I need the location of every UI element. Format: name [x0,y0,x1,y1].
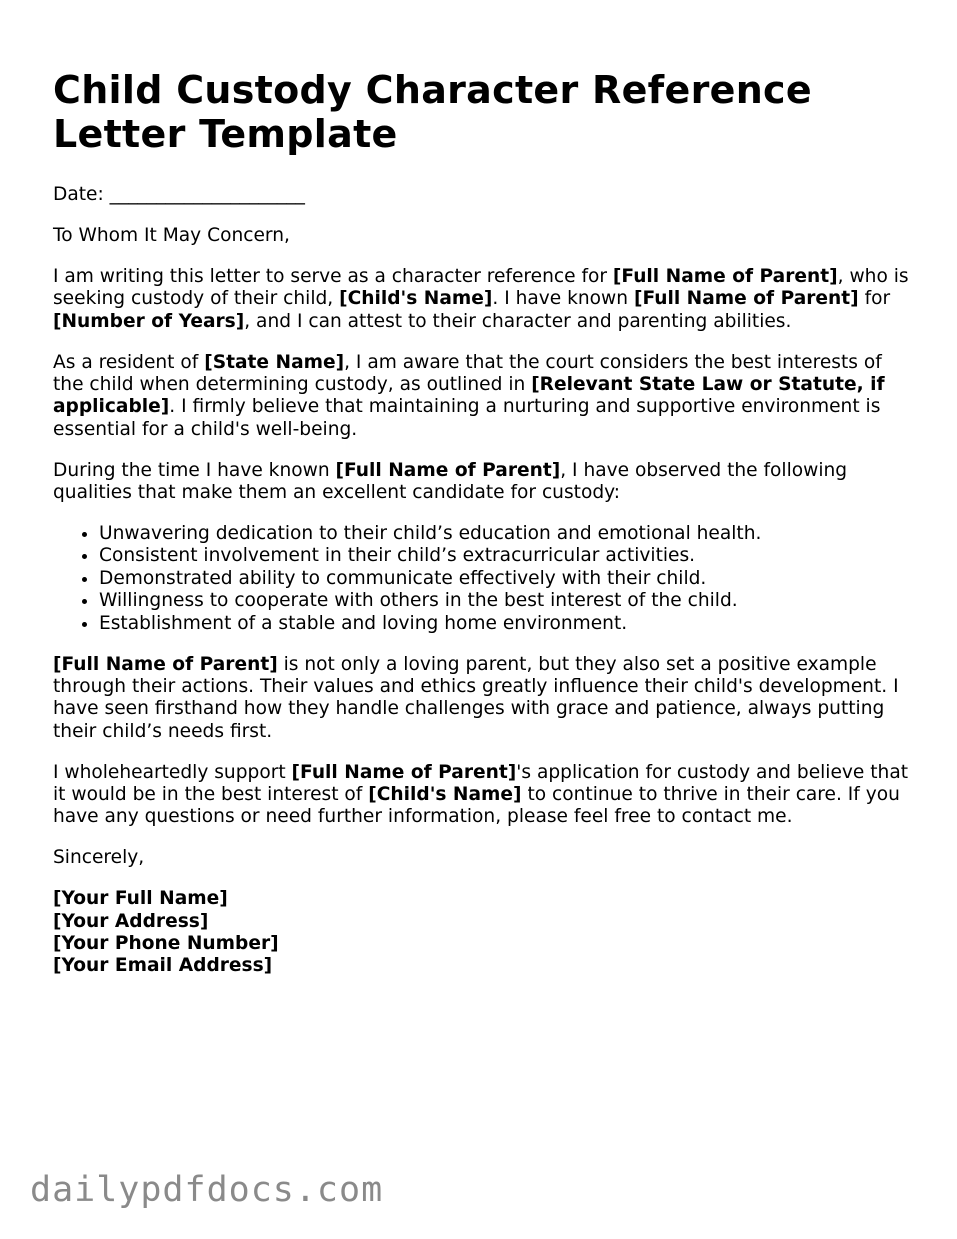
closing: Sincerely, [53,847,145,869]
placeholder-child-name: [Child's Name] [368,784,522,806]
text: , and I can attest to their character and parenting abilities. [244,310,792,332]
placeholder-child-name: [Child's Name] [339,288,493,310]
date-line [53,184,913,206]
salutation: To Whom It May Concern, [53,224,290,246]
placeholder-parent-name: [Full Name of Parent] [53,653,278,675]
placeholder-parent-name: [Full Name of Parent] [291,761,517,783]
placeholder-state-law: [Relevant State Law or Statute, if applicable] [53,373,885,418]
date-blank: _____________________ [109,184,305,205]
text: I am writing this letter to serve as a character reference for [53,265,613,287]
text: is not only a loving parent, but they also set a positive example through their actions. Their values and ethics greatly influence their child's development. I have seen firsthand how they handle challenges with grace and patience, always putting their child’s needs first. [53,653,899,742]
signature-block [53,888,913,978]
placeholder-parent-name: [Full Name of Parent] [633,288,859,310]
text: , who is seeking custody of their child, [53,265,909,310]
list-item: • Willingness to cooperate with others in the best interest of the child. [99,590,913,612]
watermark: dailypdfdocs.com [30,1170,384,1210]
paragraph-state [53,352,913,442]
list-item: • Consistent involvement in their child’s extracurricular activities. [99,545,913,567]
list-item: • Unwavering dedication to their child’s education and emotional health. [99,523,913,545]
list-item: • Establishment of a stable and loving home environment. [99,613,913,635]
text: to continue to thrive in their care. If you have any questions or need further information, please feel free to contact me. [53,784,900,828]
signature-email: [Your Email Address] [53,955,273,977]
paragraph-qualities-intro [53,460,913,505]
signature-phone: [Your Phone Number] [53,933,279,955]
signature-address: [Your Address] [53,910,209,932]
text: , I have observed the following qualities that make them an excellent candidate for custody: [53,459,848,504]
text: I wholeheartedly support [53,761,292,783]
placeholder-parent-name: [Full Name of Parent] [612,265,838,287]
paragraph-intro [53,266,913,333]
placeholder-number-of-years: [Number of Years] [53,310,245,332]
paragraph-support [53,762,913,829]
paragraph-example [53,654,913,744]
text: . I have known [492,288,634,310]
placeholder-state-name: [State Name] [204,351,345,373]
text: As a resident of [53,351,205,373]
qualities-list [53,523,913,635]
list-item: • Demonstrated ability to communicate effectively with their child. [99,568,913,590]
date-label: Date: [53,184,104,205]
text: 's application for custody and believe that it would be in the best interest of [53,761,909,806]
text: for [858,288,891,310]
text: , I am aware that the court considers the best interests of the child when determining custody, as outlined in [53,351,882,395]
letter-page [53,68,913,978]
text: During the time I have known [53,459,336,481]
signature-name: [Your Full Name] [53,888,228,910]
placeholder-parent-name: [Full Name of Parent] [335,459,561,481]
text: . I firmly believe that maintaining a nurturing and supportive environment is essential for a child's well-being. [53,396,881,440]
page-title: Child Custody Character Reference Letter Template [53,68,812,156]
